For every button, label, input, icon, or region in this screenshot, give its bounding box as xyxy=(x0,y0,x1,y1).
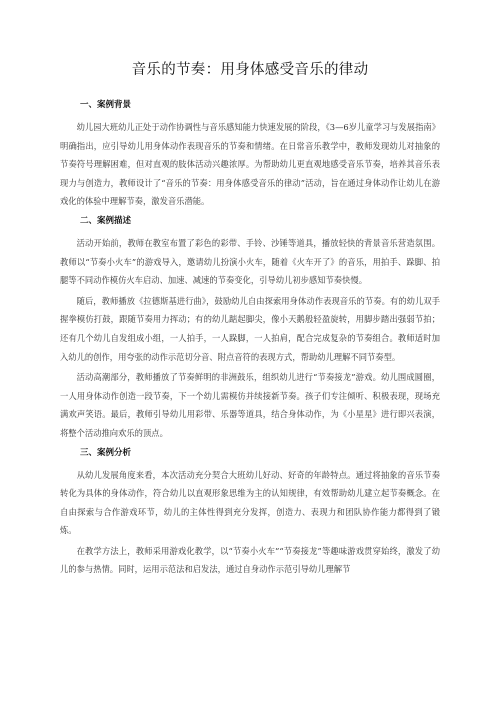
section-heading: 二、案例描述 xyxy=(80,215,132,226)
section-description xyxy=(60,215,440,443)
paragraph: 在教学方法上，教师采用游戏化教学，以“节奏小火车”“节奏接龙”等趣味游戏贯穿始终，激发了幼儿的参与热情。同时，运用示范法和启发法，通过自身动作示范引导幼儿理解节 xyxy=(60,545,440,575)
section-background xyxy=(60,99,440,211)
section-analysis xyxy=(60,447,440,580)
section-heading: 三、案例分析 xyxy=(80,447,132,458)
paragraph: 幼儿园大班幼儿正处于动作协调性与音乐感知能力快速发展的阶段，《3—6岁儿童学习与发展指南》明确指出，应引导幼儿用身体动作表现音乐的节奏和情绪。在日常音乐教学中，教师发现幼儿对抽象的节奏符号理解困难，但对直观的肢体活动兴趣浓厚。为帮助幼儿更直观地感受音乐节奏，培养其音乐表现力与创造力，教师设计了“音乐的节奏：用身体感受音乐的律动”活动，旨在通过身体动作让幼儿在游戏化的体验中理解节奏，激发音乐潜能。 xyxy=(60,122,440,207)
page-title: 音乐的节奏：用身体感受音乐的律动 xyxy=(131,62,369,78)
paragraph: 活动高潮部分，教师播放了节奏鲜明的非洲鼓乐，组织幼儿进行“节奏接龙”游戏。幼儿围成圆圈，一人用身体动作创造一段节奏，下一个幼儿需模仿并续接新节奏。孩子们专注倾听、积极表现，现场充满欢声笑语。最后，教师引导幼儿用彩带、乐器等道具，结合身体动作，为《小星星》进行即兴表演，将整个活动推向欢乐的顶点。 xyxy=(60,372,440,438)
section-heading: 一、案例背景 xyxy=(80,100,132,110)
paragraph: 活动开始前，教师在教室布置了彩色的彩带、手铃、沙锤等道具，播放轻快的背景音乐营造氛围。教师以“节奏小火车”的游戏导入，邀请幼儿扮演小火车，随着《火车开了》的音乐，用拍手、跺脚、拍腿等不同动作模仿火车启动、加速、减速的节奏变化，引导幼儿初步感知节奏快慢。 xyxy=(60,237,440,286)
paragraph: 从幼儿发展角度来看，本次活动充分契合大班幼儿好动、好奇的年龄特点。通过将抽象的音乐节奏转化为具体的身体动作，符合幼儿以直观形象思维为主的认知规律，有效帮助幼儿建立起节奏概念。在自由探索与合作游戏环节，幼儿的主体性得到充分发挥，创造力、表现力和团队协作能力都得到了锻炼。 xyxy=(60,469,440,536)
paragraph: 随后，教师播放《拉德斯基进行曲》，鼓励幼儿自由探索用身体动作表现音乐的节奏。有的幼儿双手握拳模仿打鼓，跟随节奏用力挥动；有的幼儿踮起脚尖，像小天鹅般轻盈旋转，用脚步踏出强弱节拍；还有几个幼儿自发组成小组，一人拍手，一人跺脚，一人拍肩，配合完成复杂的节奏组合。教师适时加入幼儿的创作，用夸张的动作示范切分音、附点音符的表现方式，帮助幼儿理解不同节奏型。 xyxy=(60,295,440,362)
